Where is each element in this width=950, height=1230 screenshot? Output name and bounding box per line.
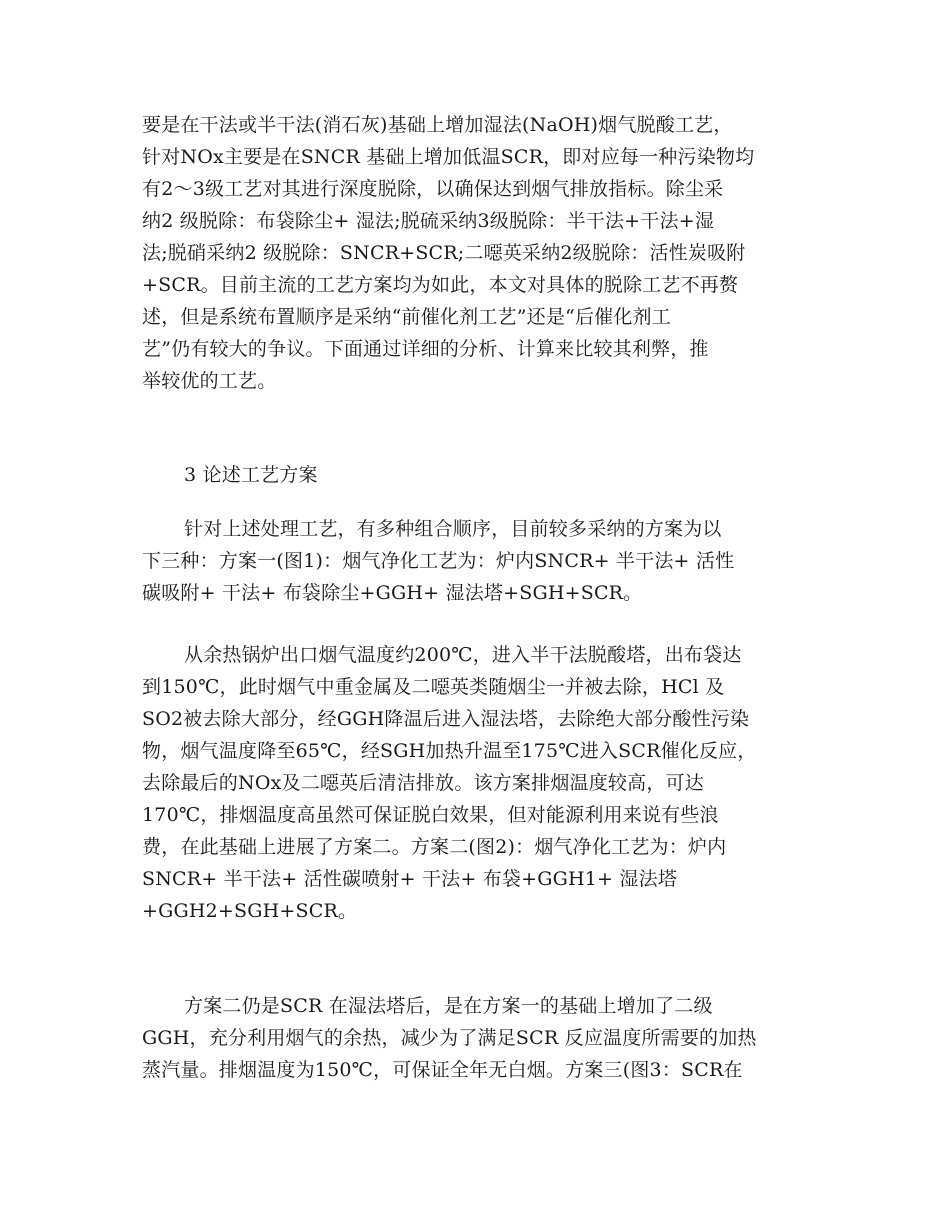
text-line: 从余热锅炉出口烟气温度约200℃，进入半干法脱酸塔，出布袋达 xyxy=(184,644,742,666)
text-line: 物，烟气温度降至65℃，经SGH加热升温至175℃进入SCR催化反应， xyxy=(142,740,757,762)
paragraph-scheme-one-detail xyxy=(142,639,822,927)
text-line: 到150℃，此时烟气中重金属及二噁英类随烟尘一并被去除，HCl 及 xyxy=(142,676,725,698)
text-line: SO2被去除大部分，经GGH降温后进入湿法塔，去除绝大部分酸性污染 xyxy=(142,708,750,730)
text-line: 法;脱硝采纳2 级脱除：SNCR+SCR;二噁英采纳2级脱除：活性炭吸附 xyxy=(142,242,746,264)
paragraph-intro-continuation xyxy=(142,109,822,397)
text-line: SNCR+ 半干法+ 活性碳喷射+ 干法+ 布袋+GGH1+ 湿法塔 xyxy=(142,868,678,890)
text-line: 费，在此基础上进展了方案二。方案二(图2)：烟气净化工艺为：炉内 xyxy=(142,836,727,858)
text-line: 艺”仍有较大的争议。下面通过详细的分析、计算来比较其利弊，推 xyxy=(142,338,709,360)
text-line: 述，但是系统布置顺序是采纳“前催化剂工艺”还是“后催化剂工 xyxy=(142,306,671,328)
text-line: 针对NOx主要是在SNCR 基础上增加低温SCR，即对应每一种污染物均 xyxy=(142,146,755,168)
text-line: 碳吸附+ 干法+ 布袋除尘+GGH+ 湿法塔+SGH+SCR。 xyxy=(142,582,643,604)
text-line: 纳2 级脱除：布袋除尘+ 湿法;脱硫采纳3级脱除：半干法+干法+湿 xyxy=(142,210,715,232)
section-heading xyxy=(142,459,822,491)
text-line: 要是在干法或半干法(消石灰)基础上增加湿法(NaOH)烟气脱酸工艺， xyxy=(142,114,733,136)
text-line: +SCR。目前主流的工艺方案均为如此，本文对具体的脱除工艺不再赘 xyxy=(142,274,739,296)
heading-text: 3 论述工艺方案 xyxy=(184,464,318,486)
text-line: 有2～3级工艺对其进行深度脱除，以确保达到烟气排放指标。除尘采 xyxy=(142,178,724,200)
paragraph-scheme-two-detail xyxy=(142,990,822,1086)
text-line: 下三种：方案一(图1)：烟气净化工艺为：炉内SNCR+ 半干法+ 活性 xyxy=(142,550,735,572)
text-line: 针对上述处理工艺，有多种组合顺序，目前较多采纳的方案为以 xyxy=(184,518,722,540)
text-line: GGH，充分利用烟气的余热，减少为了满足SCR 反应温度所需要的加热 xyxy=(142,1027,757,1049)
text-line: 蒸汽量。排烟温度为150℃，可保证全年无白烟。方案三(图3：SCR在 xyxy=(142,1059,743,1081)
text-line: 方案二仍是SCR 在湿法塔后，是在方案一的基础上增加了二级 xyxy=(184,995,713,1017)
text-line: 去除最后的NOx及二噁英后清洁排放。该方案排烟温度较高，可达 xyxy=(142,772,704,794)
paragraph-scheme-intro xyxy=(142,513,822,609)
text-line: +GGH2+SGH+SCR。 xyxy=(142,900,358,922)
text-line: 170℃，排烟温度高虽然可保证脱白效果，但对能源利用来说有些浪 xyxy=(142,804,719,826)
text-line: 举较优的工艺。 xyxy=(142,370,277,392)
